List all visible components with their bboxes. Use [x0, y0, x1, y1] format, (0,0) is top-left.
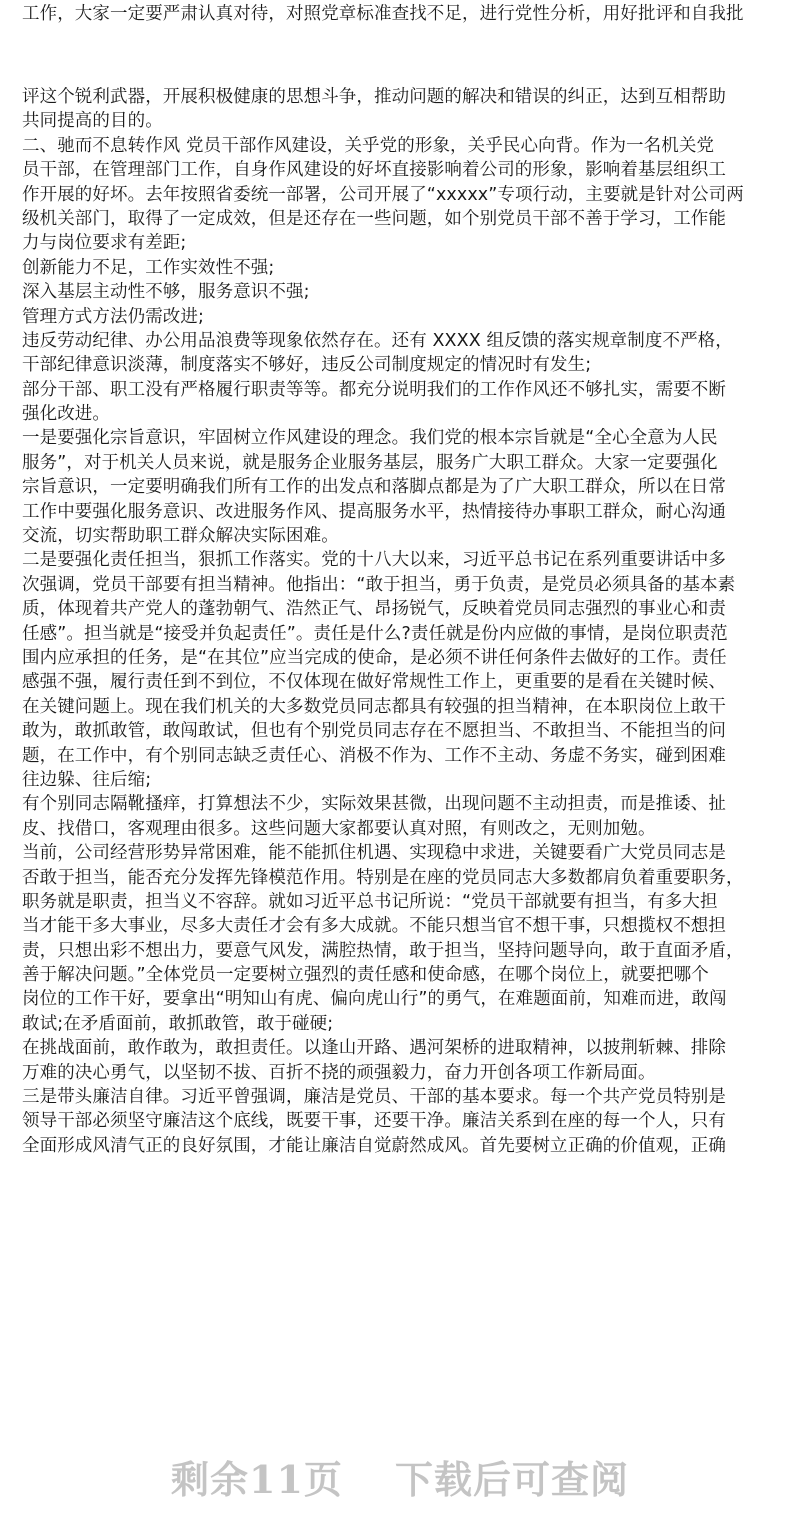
previous-page-fragment	[22, 0, 782, 26]
text-line: 共同提高的目的。	[22, 111, 163, 132]
text-line: 皮、找借口，客观理由很多。这些问题大家都要认真对照，有则改之，无则加勉。	[22, 818, 656, 839]
text-line: 质，体现着共产党人的蓬勃朝气、浩然正气、昂扬锐气，反映着党员同志强烈的事业心和责	[22, 599, 726, 620]
text-line: 作开展的好坏。去年按照省委统一部署，公司开展了“xxxxx”专项行动，主要就是针对公司两	[22, 184, 744, 205]
text-line: 宗旨意识，一定要明确我们所有工作的出发点和落脚点都是为了广大职工群众，所以在日常	[22, 477, 726, 498]
text-line: 往边躲、往后缩;	[22, 769, 152, 790]
text-line: 违反劳动纪律、办公用品浪费等现象依然存在。还有 XXXX 组反馈的落实规章制度不严格，	[22, 330, 733, 351]
text-line: 敢为，敢抓敢管，敢闯敢试，但也有个别党员同志存在不愿担当、不敢担当、不能担当的问	[22, 721, 726, 742]
text-line: 领导干部必须坚守廉洁这个底线，既要干事，还要干净。廉洁关系到在座的每一个人，只有	[22, 1111, 726, 1132]
text-line: 当才能干多大事业，尽多大责任才会有多大成就。不能只想当官不想干事，只想揽权不想担	[22, 916, 726, 937]
text-line: 部分干部、职工没有严格履行职责等等。都充分说明我们的工作作风还不够扎实，需要不断	[22, 379, 726, 400]
text-line: 强化改进。	[22, 404, 110, 425]
text-line: 岗位的工作干好，要拿出“明知山有虎、偏向虎山行”的勇气，在难题面前，知难而进，敢闯	[22, 989, 727, 1010]
text-line: 三是带头廉洁自律。习近平曾强调，廉洁是党员、干部的基本要求。每一个共产党员特别是	[22, 1087, 726, 1108]
text-line: 敢试;在矛盾面前，敢抓敢管，敢于碰硬;	[22, 1013, 334, 1034]
remaining-pages-label: 剩余11页	[171, 1456, 343, 1502]
text-line: 当前，公司经营形势异常困难，能不能抓住机遇、实现稳中求进，关键要看广大党员同志是	[22, 843, 726, 864]
text-line: 万难的决心勇气，以坚韧不拔、百折不挠的顽强毅力，奋力开创各项工作新局面。	[22, 1062, 656, 1083]
text-line: 职务就是职责，担当义不容辞。就如习近平总书记所说：“党员干部就要有担当，有多大担	[22, 891, 718, 912]
text-line: 在挑战面前，敢作敢为，敢担责任。以逢山开路、遇河架桥的进取精神，以披荆斩棘、排除	[22, 1038, 726, 1059]
download-to-view-label: 下载后可查阅	[394, 1456, 629, 1502]
text-line: 一是要强化宗旨意识，牢固树立作风建设的理念。我们党的根本宗旨就是“全心全意为人民	[22, 428, 718, 449]
text-line: 任感”。担当就是“接受并负起责任”。责任是什么?责任就是份内应做的事情，是岗位职责范	[22, 623, 728, 644]
text-line: 交流，切实帮助职工群众解决实际困难。	[22, 526, 339, 547]
text-line: 有个别同志隔靴搔痒，打算想法不少，实际效果甚微，出现问题不主动担责，而是推诿、扯	[22, 794, 726, 815]
text-line: 责，只想出彩不想出力，要意气风发，满腔热情，敢于担当，坚持问题导向，敢于直面矛盾，	[22, 940, 744, 961]
text-line: 工作中要强化服务意识、改进服务作风、提高服务水平，热情接待办事职工群众，耐心沟通	[22, 501, 726, 522]
text-line: 级机关部门，取得了一定成效，但是还存在一些问题，如个别党员干部不善于学习，工作能	[22, 208, 726, 229]
text-line: 善于解决问题。”全体党员一定要树立强烈的责任感和使命感，在哪个岗位上，就要把哪个	[22, 965, 709, 986]
text-line: 题，在工作中，有个别同志缺乏责任心、消极不作为、工作不主动、务虚不务实，碰到困难	[22, 745, 726, 766]
text-line: 干部纪律意识淡薄，制度落实不够好，违反公司制度规定的情况时有发生;	[22, 355, 592, 376]
text-line: 否敢于担当，能否充分发挥先锋模范作用。特别是在座的党员同志大多数都肩负着重要职务，	[22, 867, 744, 888]
text-line: 感强不强，履行责任到不到位，不仅体现在做好常规性工作上，更重要的是看在关键时候、	[22, 672, 726, 693]
text-line: 员干部，在管理部门工作，自身作风建设的好坏直接影响着公司的形象，影响着基层组织工	[22, 160, 726, 181]
download-prompt[interactable]	[0, 1427, 800, 1525]
text-line: 二、驰而不息转作风 党员干部作风建设，关乎党的形象，关乎民心向背。作为一名机关党	[22, 135, 715, 156]
text-line: 服务”，对于机关人员来说，就是服务企业服务基层，服务广大职工群众。大家一定要强化	[22, 452, 718, 473]
text-line: 次强调，党员干部要有担当精神。他指出：“敢于担当，勇于负责，是党员必须具备的基本素	[22, 574, 736, 595]
text-line: 创新能力不足，工作实效性不强;	[22, 257, 275, 278]
document-body	[22, 85, 782, 1158]
text-line: 在关键问题上。现在我们机关的大多数党员同志都具有较强的担当精神，在本职岗位上敢干	[22, 696, 726, 717]
text-line: 工作，大家一定要严肃认真对待，对照党章标准查找不足，进行党性分析，用好批评和自我批	[22, 4, 744, 24]
text-line: 管理方式方法仍需改进;	[22, 306, 204, 327]
text-line: 力与岗位要求有差距;	[22, 233, 187, 254]
text-line: 围内应承担的任务，是“在其位”应当完成的使命，是必须不讲任何条件去做好的工作。责任	[22, 647, 727, 668]
text-line: 全面形成风清气正的良好氛围，才能让廉洁自觉蔚然成风。首先要树立正确的价值观，正确	[22, 1135, 726, 1156]
text-line: 评这个锐利武器，开展积极健康的思想斗争，推动问题的解决和错误的纠正，达到互相帮助	[22, 87, 726, 107]
text-line: 二是要强化责任担当，狠抓工作落实。党的十八大以来，习近平总书记在系列重要讲话中多	[22, 550, 726, 571]
text-line: 深入基层主动性不够，服务意识不强;	[22, 282, 310, 303]
